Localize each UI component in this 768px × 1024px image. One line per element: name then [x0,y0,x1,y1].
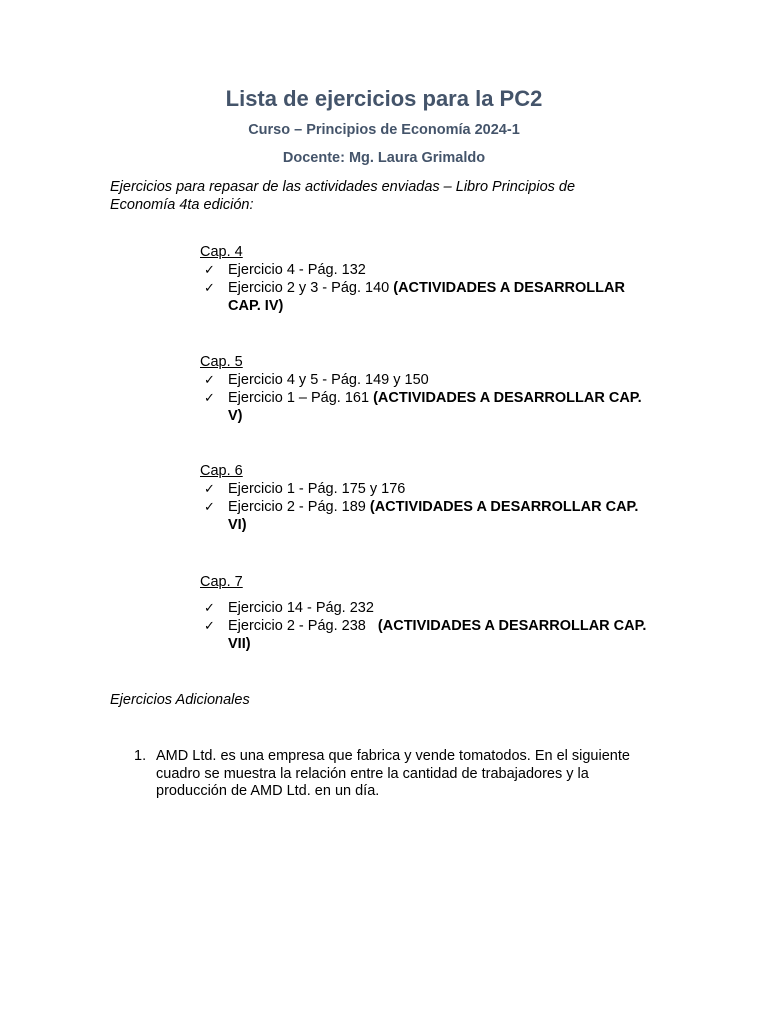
exercise-text: Ejercicio 2 - Pág. 189 [228,499,370,515]
exercise-text: Ejercicio 1 – Pág. 161 [228,390,374,406]
course-subtitle: Curso – Principios de Economía 2024-1 [248,122,520,138]
exercise-list [200,480,660,534]
chapter-section [200,243,660,315]
exercise-item [200,261,660,279]
checkmark-icon: ✓ [204,390,215,405]
checkmark-icon: ✓ [204,481,215,496]
exercise-item [200,371,660,389]
chapter-section [200,462,660,534]
exercise-text: Ejercicio 14 - Pág. 232 [228,600,374,616]
exercise-item [200,498,660,534]
document-title: Lista de ejercicios para la PC2 [225,86,543,111]
exercise-item [200,617,660,653]
exercise-activity-note: (ACTIVIDADES A DESARROLLAR CAP. VII) [228,618,647,652]
checkmark-icon: ✓ [204,262,215,277]
checkmark-icon: ✓ [204,600,215,615]
exercise-activity-note: (ACTIVIDADES A DESARROLLAR CAP. V) [228,390,642,424]
exercise-item [200,480,660,498]
chapter-title: Cap. 7 [200,574,243,590]
item-text: AMD Ltd. es una empresa que fabrica y vende tomatodos. En el siguiente cuadro se muestra la relación entre la cantidad de trabajadores y la producción de AMD Ltd. en un día. [156,748,630,799]
checkmark-icon: ✓ [204,280,215,295]
exercise-activity-note: (ACTIVIDADES A DESARROLLAR CAP. IV) [228,280,625,314]
chapter-section [200,573,660,653]
intro-paragraph: Ejercicios para repasar de las actividades enviadas – Libro Principios de Economía 4ta edición: [110,179,576,213]
chapter-title: Cap. 5 [200,354,243,370]
exercise-text: Ejercicio 4 y 5 - Pág. 149 y 150 [228,372,429,388]
exercise-item [200,279,660,315]
exercise-list [200,261,660,315]
checkmark-icon: ✓ [204,618,215,633]
checkmark-icon: ✓ [204,372,215,387]
numbered-list-item [134,748,654,801]
exercise-item [200,599,660,617]
chapter-title: Cap. 4 [200,244,243,260]
exercise-list [200,371,660,425]
exercise-text: Ejercicio 2 y 3 - Pág. 140 [228,280,394,296]
additional-exercises-title: Ejercicios Adicionales [110,692,250,708]
exercise-text: Ejercicio 4 - Pág. 132 [228,262,366,278]
item-number: 1. [134,748,147,764]
exercise-list [200,599,660,653]
exercise-activity-note: (ACTIVIDADES A DESARROLLAR CAP. VI) [228,499,639,533]
teacher-subtitle: Docente: Mg. Laura Grimaldo [282,150,486,166]
checkmark-icon: ✓ [204,499,215,514]
chapter-title: Cap. 6 [200,463,243,479]
exercise-text: Ejercicio 2 - Pág. 238 [228,618,378,634]
chapter-section [200,353,660,425]
exercise-text: Ejercicio 1 - Pág. 175 y 176 [228,481,406,497]
exercise-item [200,389,660,425]
